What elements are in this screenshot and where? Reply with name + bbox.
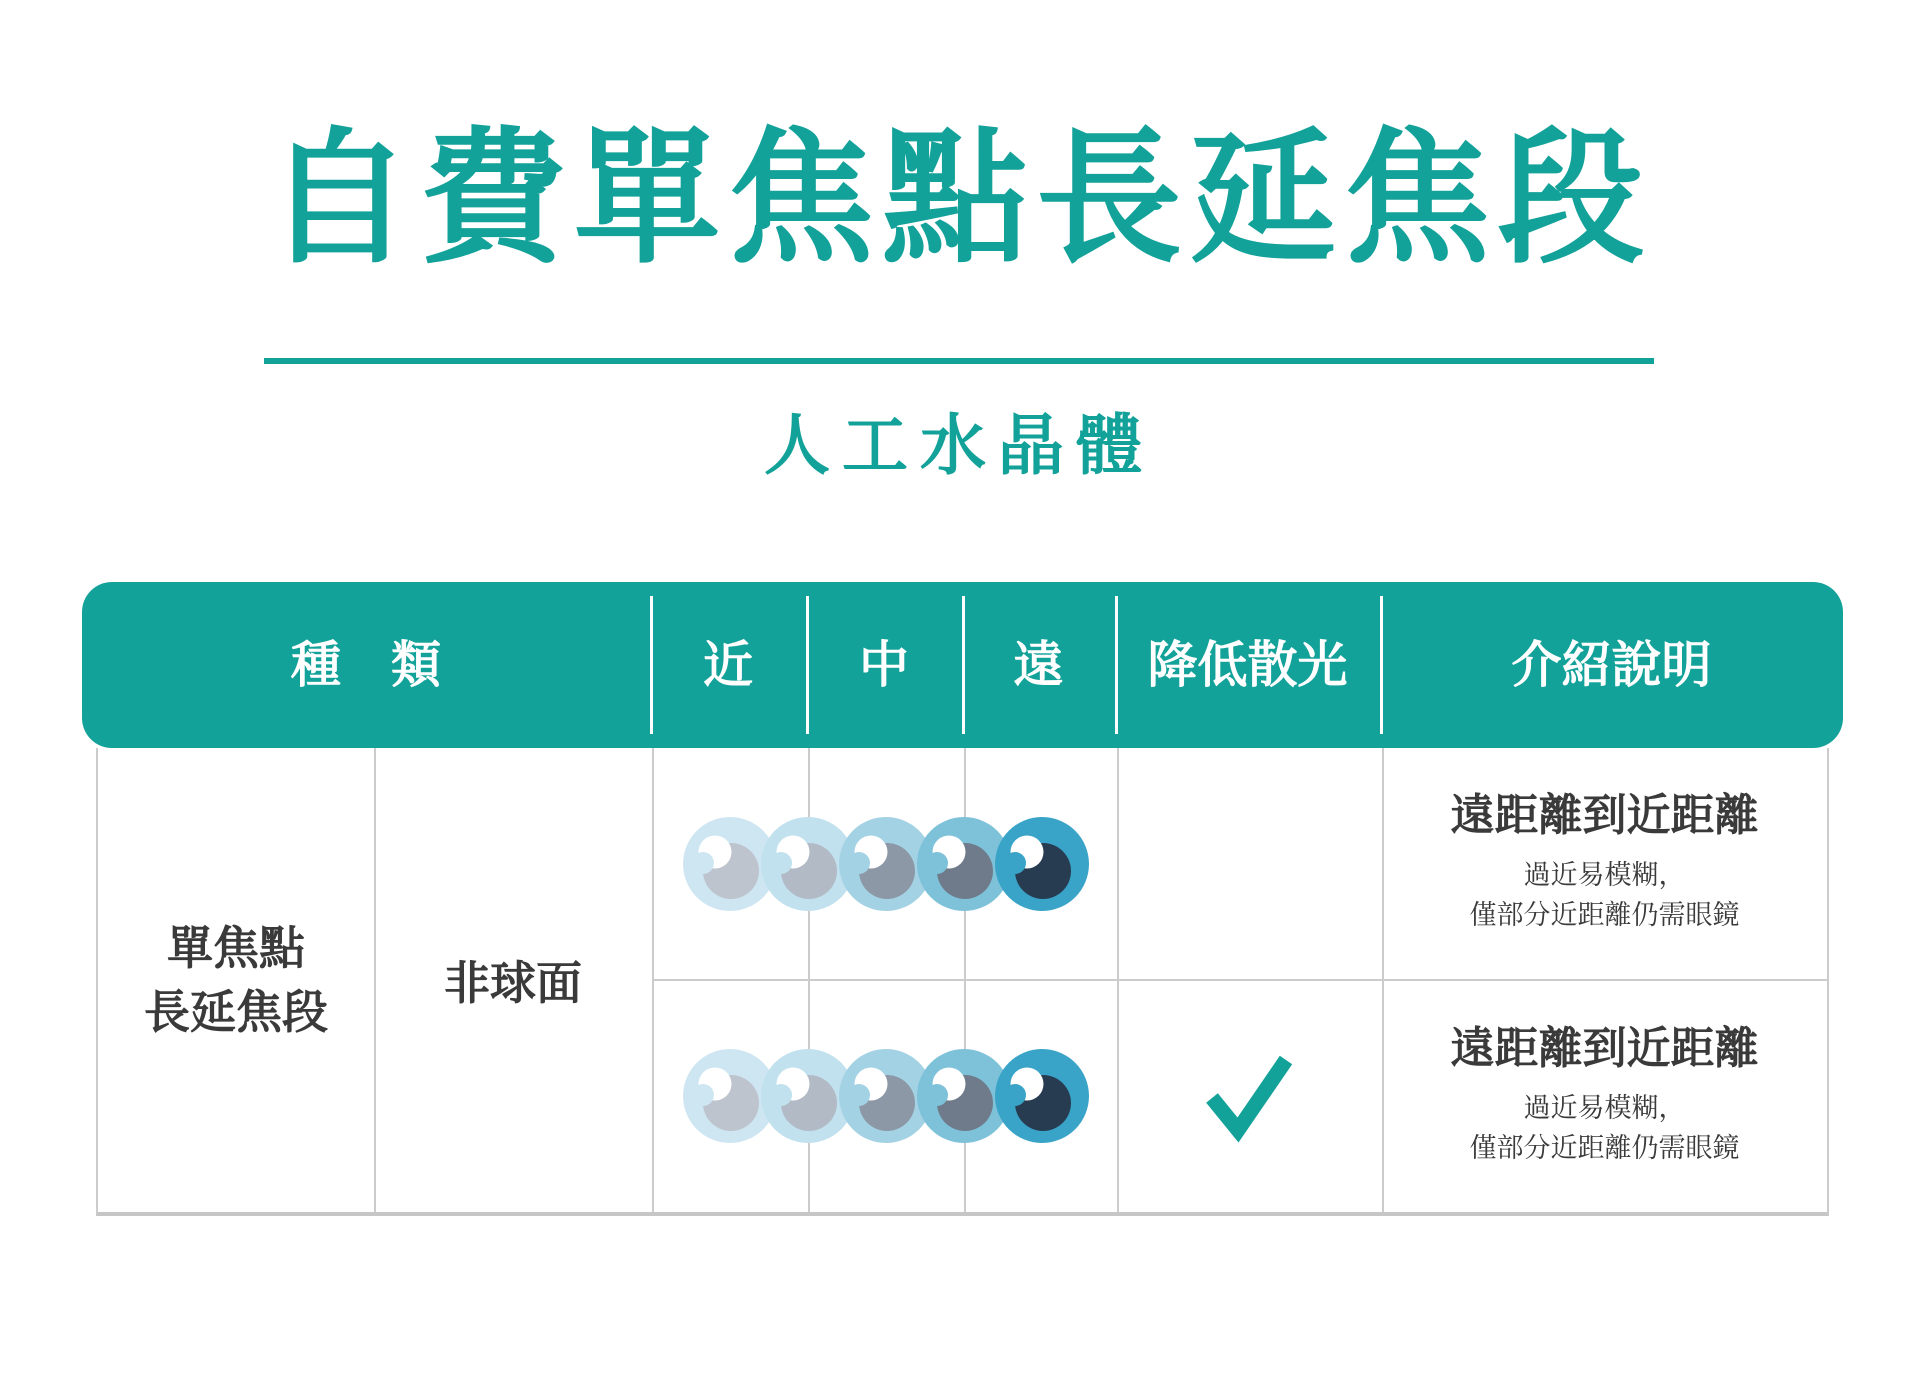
eye-icon bbox=[995, 1049, 1089, 1143]
page-subtitle: 人工水晶體 bbox=[764, 408, 1154, 482]
page-title: 自費單焦點長延焦段 bbox=[266, 117, 1652, 280]
header-cell-middle: 中 bbox=[859, 637, 909, 693]
header-divider bbox=[806, 596, 809, 734]
eye-scale-row-2 bbox=[683, 1049, 1089, 1143]
lens-type-line1: 單焦點 bbox=[167, 921, 305, 974]
header-cell-astigmatism: 降低散光 bbox=[1147, 637, 1348, 693]
description-note-line1: 過近易模糊， bbox=[1523, 1092, 1686, 1123]
header-cell-type: 種 類 bbox=[291, 637, 441, 693]
description-note-line2: 僅部分近距離仍需眼鏡 bbox=[1469, 899, 1740, 930]
description-notes bbox=[1470, 1088, 1740, 1168]
description-cell-row-1 bbox=[1382, 748, 1827, 979]
eye-scale-row-1 bbox=[683, 817, 1089, 911]
header-divider bbox=[962, 596, 965, 734]
description-title: 遠距離到近距離 bbox=[1450, 1024, 1759, 1074]
table-body bbox=[96, 748, 1829, 1216]
description-notes bbox=[1470, 855, 1740, 935]
description-note-line1: 過近易模糊， bbox=[1523, 859, 1686, 890]
lens-type-line2: 長延焦段 bbox=[144, 986, 328, 1038]
header-divider bbox=[1115, 596, 1118, 734]
table-header-bar bbox=[82, 582, 1843, 748]
astigmatism-check-cell bbox=[1204, 1046, 1294, 1146]
header-cell-far: 遠 bbox=[1013, 637, 1064, 693]
header-cell-near: 近 bbox=[703, 637, 753, 693]
description-cell-row-2 bbox=[1382, 981, 1827, 1212]
header-divider bbox=[1380, 596, 1383, 734]
cell-lens-type bbox=[98, 748, 374, 1212]
eye-icon bbox=[995, 817, 1089, 911]
description-title: 遠距離到近距離 bbox=[1450, 791, 1759, 841]
header-cell-description: 介紹說明 bbox=[1511, 637, 1712, 693]
lens-subtype-label: 非球面 bbox=[444, 957, 582, 1009]
header-divider bbox=[650, 596, 653, 734]
cell-lens-subtype bbox=[374, 748, 652, 1212]
check-icon bbox=[1212, 1060, 1286, 1130]
title-underline-rule bbox=[264, 358, 1654, 364]
description-note-line2: 僅部分近距離仍需眼鏡 bbox=[1469, 1132, 1740, 1163]
